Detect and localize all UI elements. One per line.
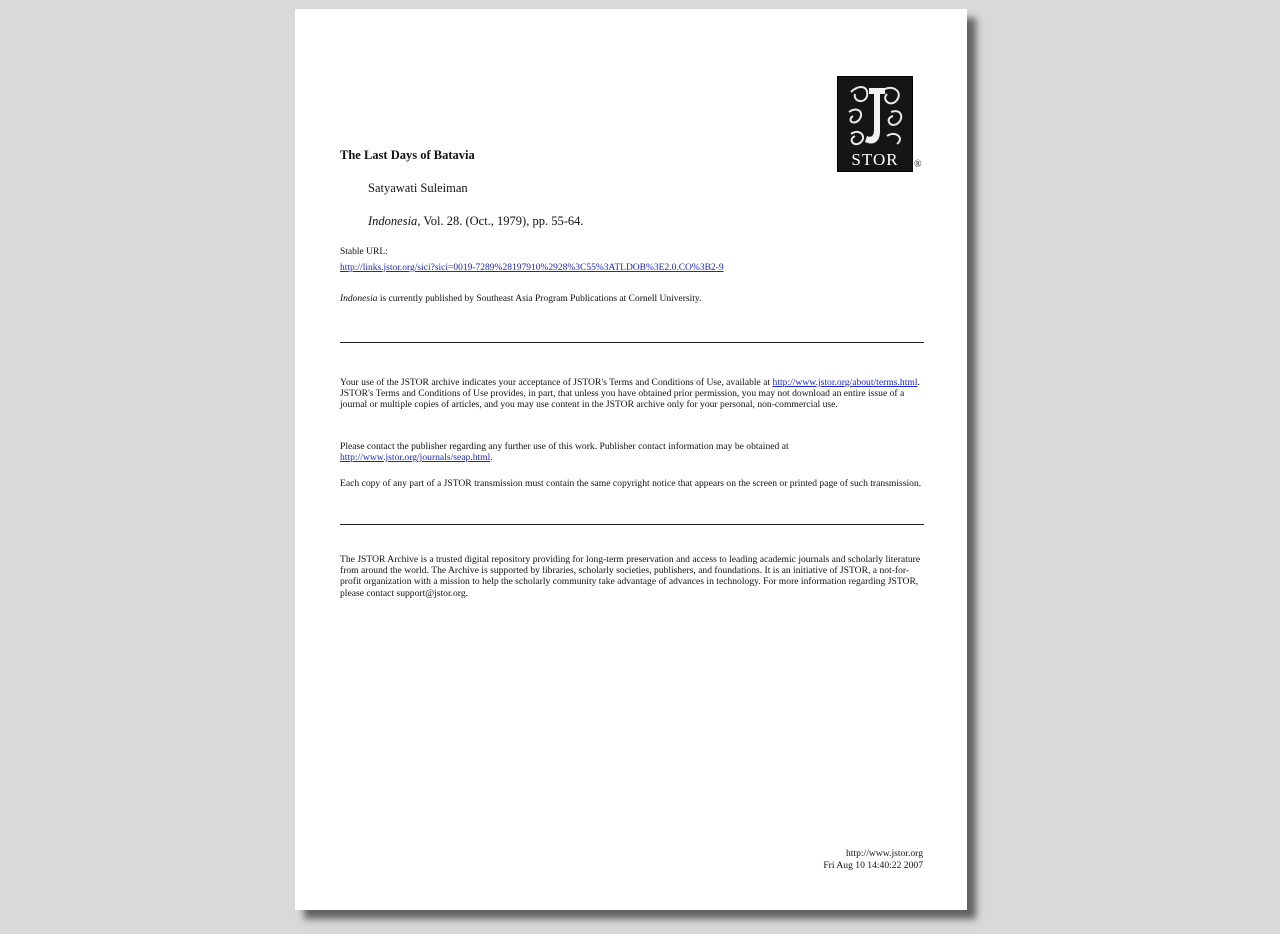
stable-url-label: Stable URL: [340,247,388,257]
publisher-note [340,294,701,304]
registered-mark: ® [914,159,922,170]
document-page [295,9,967,910]
terms-text-1a: Your use of the JSTOR archive indicates your acceptance of JSTOR's Terms and Conditions of Use, available at [340,377,773,388]
article-title: The Last Days of Batavia [340,148,475,162]
page-footer [823,848,923,871]
archive-note: The JSTOR Archive is a trusted digital repository providing for long-term preservation and access to leading academic journals and scholarly literature from around the world. The Archive is supported by libraries, scholarly societies, publishers, and foundations. It is an initiative of JSTOR, a not-for-profit organization with a mission to help the scholarly community take advantage of advances in technology. For more information regarding JSTOR, please contact support@jstor.org. [340,554,921,599]
article-author: Satyawati Suleiman [368,181,468,195]
terms-link[interactable]: http://www.jstor.org/about/terms.html [772,377,918,388]
article-citation [368,214,584,229]
jstor-logo [837,76,913,172]
terms-text-2b: . [490,452,493,464]
stable-url-link[interactable]: http://links.jstor.org/sici?sici=0019-7289%28197910%2928%3C55%3ATLDOB%3E2.0.CO%3B2-9 [340,263,724,273]
journal-name: Indonesia [368,214,418,228]
logo-wordmark: STOR [851,150,899,169]
citation-details: , Vol. 28. (Oct., 1979), pp. 55-64. [417,214,584,228]
footer-site: http://www.jstor.org [845,848,923,859]
jstor-ornament-icon [843,82,907,150]
terms-text-2a: Please contact the publisher regarding any further use of this work. Publisher contact information may be obtained at [340,441,789,452]
terms-paragraph-3: Each copy of any part of a JSTOR transmission must contain the same copyright notice that appears on the screen or printed page of such transmission. [340,478,922,489]
terms-paragraph-2 [340,441,924,463]
publisher-text: is currently published by Southeast Asia Program Publications at Cornell University. [377,294,702,304]
divider-top [340,342,924,343]
footer-timestamp: Fri Aug 10 14:40:22 2007 [823,859,923,871]
divider-bottom [340,524,924,525]
publisher-journal-name: Indonesia [340,294,378,304]
publisher-contact-link[interactable]: http://www.jstor.org/journals/seap.html [340,452,491,464]
terms-text-1b: . JSTOR's Terms and Conditions of Use provides, in part, that unless you have obtained prior permission, you may not download an entire issue of a journal or multiple copies of articles, and you may use content in the JSTOR archive only for your personal, non-commercial use. [340,377,920,411]
terms-paragraph-1 [340,377,924,411]
